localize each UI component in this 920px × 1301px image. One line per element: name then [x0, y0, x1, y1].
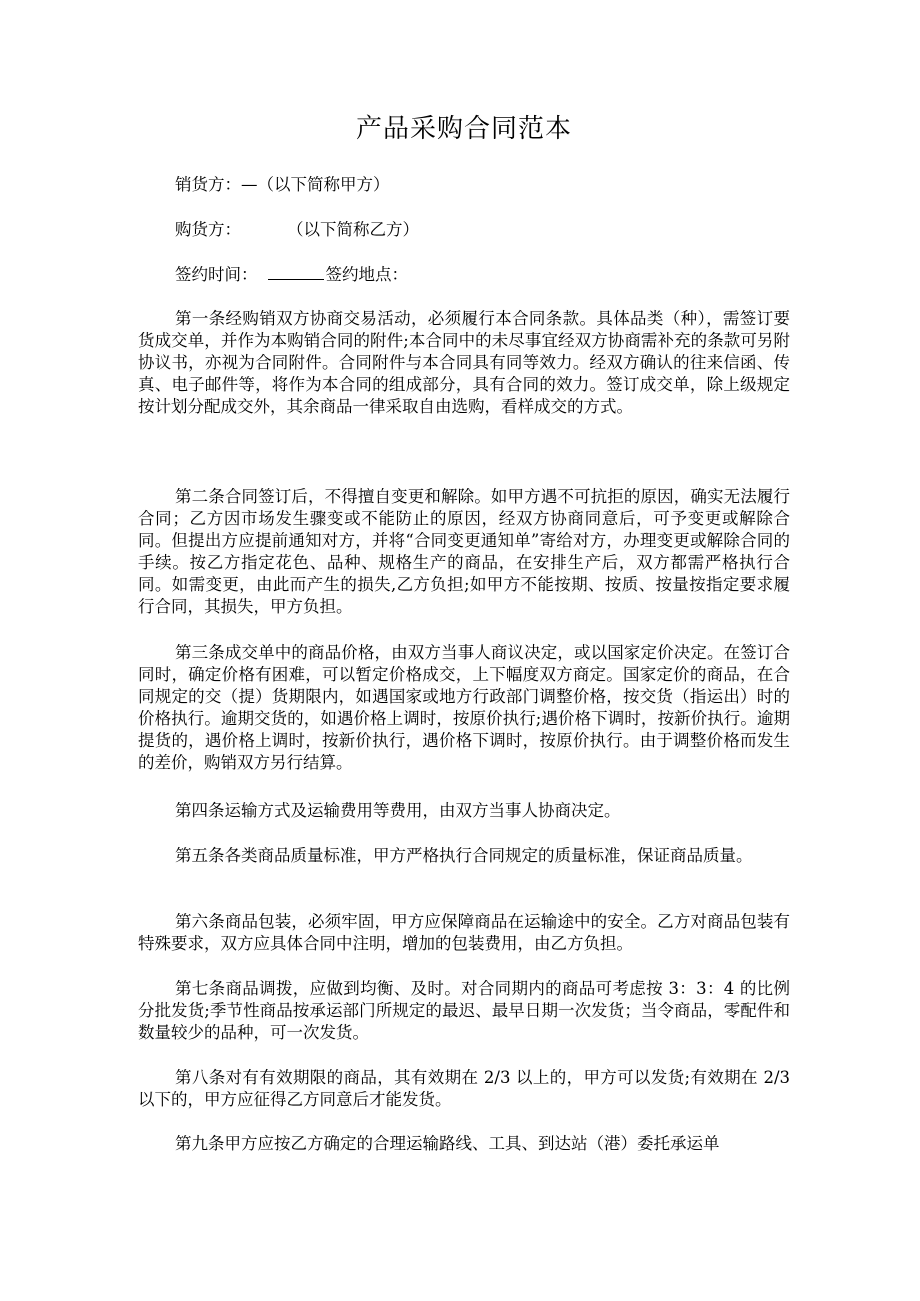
article-5: 第五条各类商品质量标准，甲方严格执行合同规定的质量标准，保证商品质量。	[175, 846, 753, 865]
article-7: 第七条商品调拨，应做到均衡、及时。对合同期内的商品可考虑按 3：3：4 的比例分批发货;季节性商品按承运部门所规定的最迟、最早日期一次发货；当令商品，零配件和数量较少的品种，可一次发货。	[138, 979, 790, 1042]
signing-line	[138, 264, 790, 286]
article-6: 第六条商品包装，必须牢固，甲方应保障商品在运输途中的安全。乙方对商品包装有特殊要求，双方应具体合同中注明，增加的包装费用，由乙方负担。	[138, 912, 790, 953]
article-8: 第八条对有有效期限的商品，其有效期在 2/3 以上的，甲方可以发货;有效期在 2/3 以下的，甲方应征得乙方同意后才能发货。	[138, 1068, 790, 1109]
sign-time-label: 签约时间：	[175, 265, 258, 284]
seller-line: 销货方：—（以下简称甲方）	[175, 175, 390, 194]
article-4: 第四条运输方式及运输费用等费用，由双方当事人协商决定。	[175, 801, 621, 820]
sign-time-blank	[268, 265, 324, 280]
article-3: 第三条成交单中的商品价格，由双方当事人商议决定，或以国家定价决定。在签订合同时，确定价格有困难，可以暂定价格成交，上下幅度双方商定。国家定价的商品，在合同规定的交（提）货期限内，如遇国家或地方行政部门调整价格，按交货（指运出）时的价格执行。逾期交货的，如遇价格上调时，按原价执行;遇价格下调时，按新价执行。逾期提货的，遇价格上调时，按新价执行，遇价格下调时，按原价执行。由于调整价格而发生的差价，购销双方另行结算。	[138, 643, 790, 772]
buyer-label: 购货方：	[175, 220, 241, 239]
buyer-line	[138, 219, 790, 241]
article-2: 第二条合同签订后，不得擅自变更和解除。如甲方遇不可抗拒的原因，确实无法履行合同；乙方因市场发生骤变或不能防止的原因，经双方协商同意后，可予变更或解除合同。但提出方应提前通知对方，并将“合同变更通知单”寄给对方，办理变更或解除合同的手续。按乙方指定花色、品种、规格生产的商品，在安排生产后，双方都需严格执行合同。如需变更，由此而产生的损失,乙方负担;如甲方不能按期、按质、按量按指定要求履行合同，其损失，甲方负担。	[138, 487, 790, 616]
document-title: 产品采购合同范本	[355, 114, 572, 144]
article-9: 第九条甲方应按乙方确定的合理运输路线、工具、到达站（港）委托承运单	[175, 1134, 720, 1153]
sign-place-label: 签约地点：	[325, 265, 408, 284]
article-1: 第一条经购销双方协商交易活动，必须履行本合同条款。具体品类（种），需签订要货成交单，并作为本购销合同的附件;本合同中的未尽事宜经双方协商需补充的条款可另附协议书，亦视为合同附件。合同附件与本合同具有同等效力。经双方确认的往来信函、传真、电子邮件等，将作为本合同的组成部分，具有合同的效力。签订成交单，除上级规定按计划分配成交外，其余商品一律采取自由选购，看样成交的方式。	[138, 309, 790, 416]
buyer-suffix: （以下简称乙方）	[287, 220, 419, 239]
